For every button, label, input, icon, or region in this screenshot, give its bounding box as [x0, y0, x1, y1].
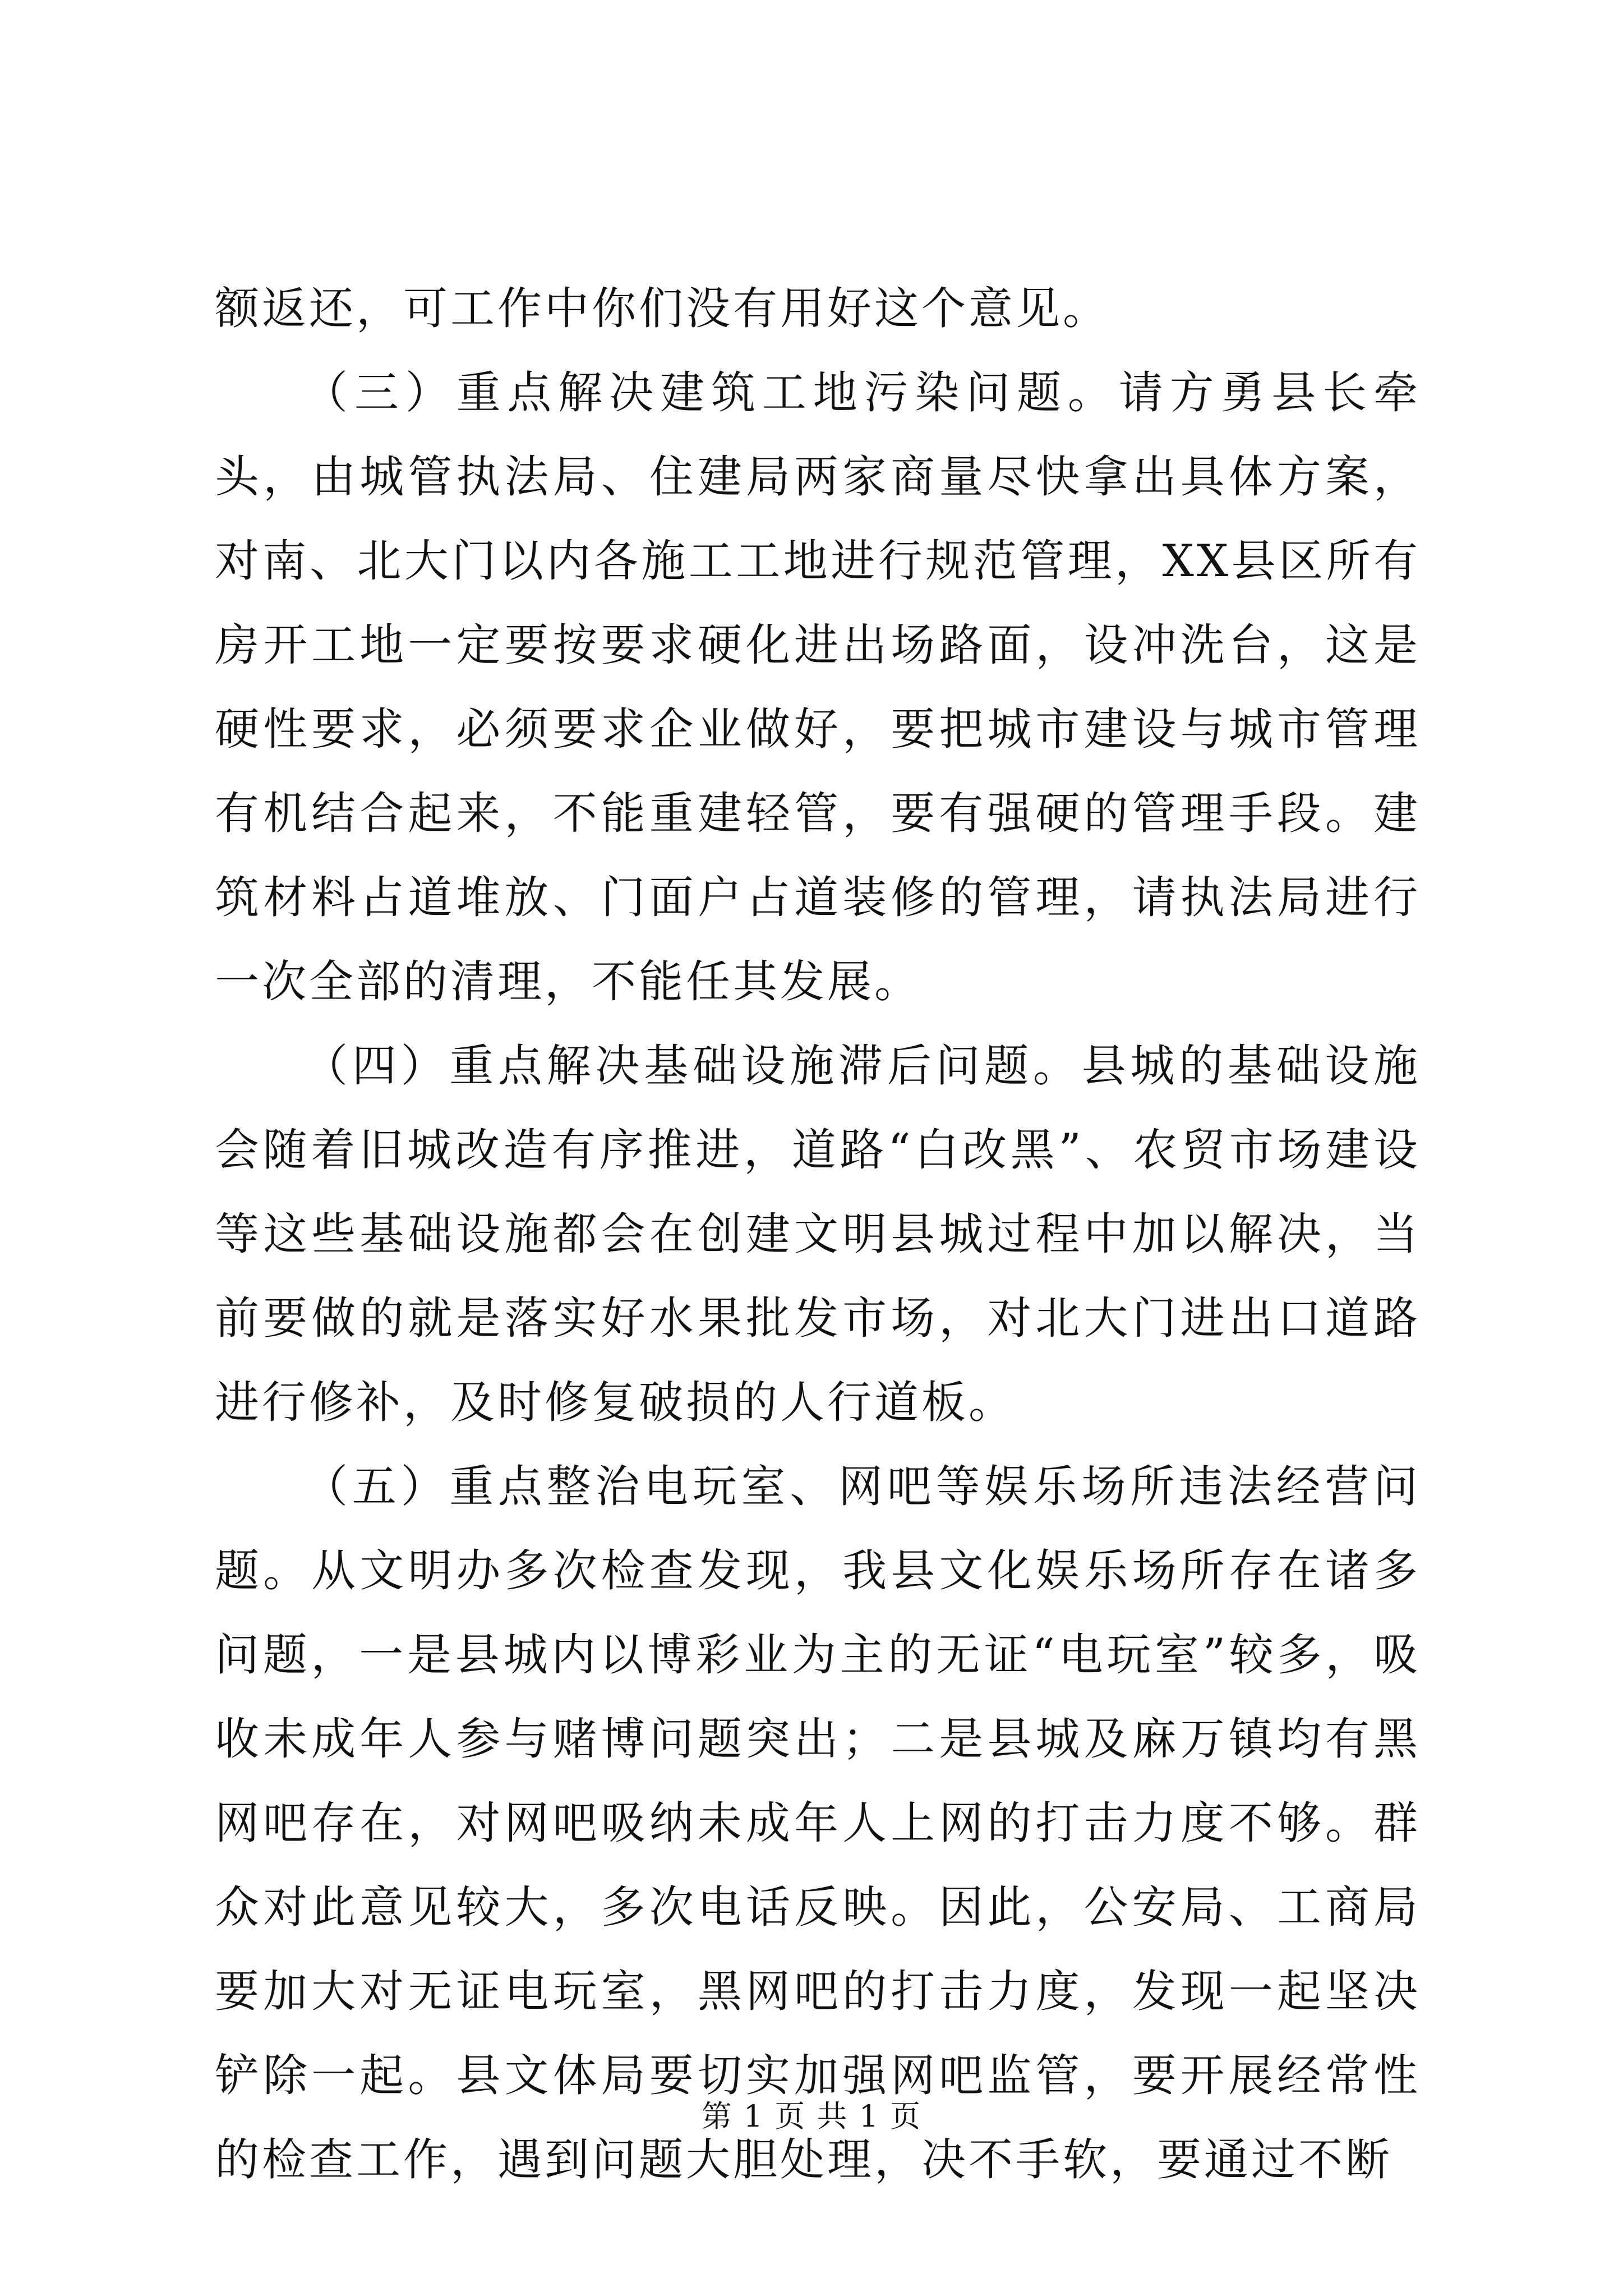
paragraph-continuation: 额返还，可工作中你们没有用好这个意见。 — [215, 283, 1110, 334]
page-footer: 第 1 页 共 1 页 — [701, 2099, 922, 2134]
paragraph-construction-site-pollution: （三）重点解决建筑工地污染问题。请方勇县长牵头，由城管执法局、住建局两家商量尽快拿出具体方案，对南、北大门以内各施工工地进行规范管理，XX县区所有房开工地一定要按要求硬化进出场路面，设冲洗台，这是硬性要求，必须要求企业做好，要把城市建设与城市管理有机结合起来，不能重建轻管，要有强硬的管理手段。建筑材料占道堆放、门面户占道装修的管理，请执法局进行一次全部的清理，不能任其发展。 — [215, 367, 1421, 1007]
document-body — [215, 266, 1421, 2202]
paragraph-infrastructure: （四）重点解决基础设施滞后问题。县城的基础设施会随着旧城改造有序推进，道路“白改黑”、农贸市场建设等这些基础设施都会在创建文明县城过程中加以解决，当前要做的就是落实好水果批发市场，对北大门进出口道路进行修补，及时修复破损的人行道板。 — [215, 1040, 1421, 1428]
paragraph-entertainment-venues: （五）重点整治电玩室、网吧等娱乐场所违法经营问题。从文明办多次检查发现，我县文化娱乐场所存在诸多问题，一是县城内以博彩业为主的无证“电玩室”较多，吸收未成年人参与赌博问题突出；二是县城及麻万镇均有黑网吧存在，对网吧吸纳未成年人上网的打击力度不够。群众对此意见较大，多次电话反映。因此，公安局、工商局要加大对无证电玩室，黑网吧的打击力度，发现一起坚决铲除一起。县文体局要切实加强网吧监管，要开展经常性的检查工作，遇到问题大胆处理，决不手软，要通过不断 — [215, 1461, 1421, 2185]
